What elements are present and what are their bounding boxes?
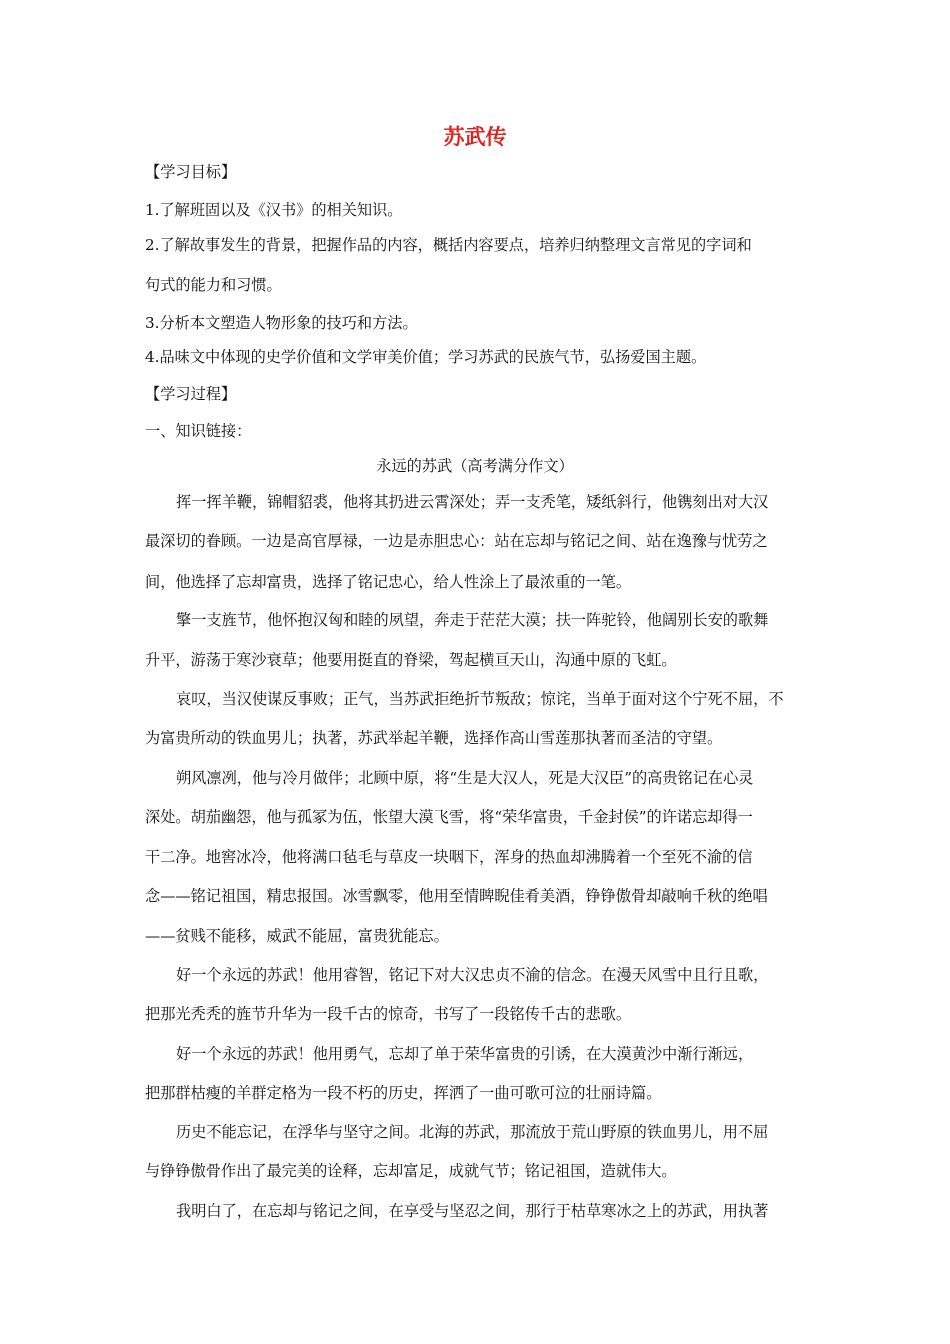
essay-line: 朔风凛冽，他与冷月做伴；北顾中原，将“生是大汉人，死是大汉臣”的高贵铭记在心灵: [176, 769, 754, 787]
objectives-heading: 【学习目标】: [145, 163, 237, 181]
essay-line: 干二净。地窖冰冷，他将满口毡毛与草皮一块咽下，浑身的热血却沸腾着一个至死不渝的信: [145, 848, 753, 866]
objective-line: 3.分析本文塑造人物形象的技巧和方法。: [145, 314, 418, 332]
page-title: 苏武传: [443, 125, 507, 149]
essay-line: 间，他选择了忘却富贵，选择了铭记忠心，给人性涂上了最浓重的一笔。: [145, 573, 631, 591]
essay-line: 我明白了，在忘却与铭记之间，在享受与坚忍之间，那行于枯草寒冰之上的苏武，用执著: [176, 1202, 769, 1220]
essay-line: 与铮铮傲骨作出了最完美的诠释，忘却富足，成就气节；铭记祖国，造就伟大。: [145, 1162, 677, 1180]
essay-line: 把那群枯瘦的羊群定格为一段不朽的历史，挥洒了一曲可歌可泣的壮丽诗篇。: [145, 1084, 662, 1102]
essay-line: 哀叹，当汉使谋反事败；正气，当苏武拒绝折节叛敌；惊诧，当单于面对这个宁死不屈，不: [176, 690, 784, 708]
essay-line: 把那光秃秃的旌节升华为一段千古的惊奇，书写了一段铭传千古的悲歌。: [145, 1005, 631, 1023]
objective-line: 1.了解班固以及《汉书》的相关知识。: [145, 201, 403, 219]
objective-line: 句式的能力和习惯。: [145, 276, 282, 294]
essay-line: ——贫贱不能移，威武不能屈，富贵犹能忘。: [145, 927, 449, 945]
essay-line: 好一个永远的苏武！他用睿智，铭记下对大汉忠贞不渝的信念。在漫天风雪中且行且歌，: [176, 966, 769, 984]
essay-line: 念——铭记祖国，精忠报国。冰雪飘零，他用至情睥睨佳肴美酒，铮铮傲骨却敲响千秋的绝唱: [145, 887, 768, 905]
essay-line: 历史不能忘记，在浮华与坚守之间。北海的苏武，那流放于荒山野原的铁血男儿，用不屈: [176, 1123, 769, 1141]
essay-line: 最深切的眷顾。一边是高官厚禄，一边是赤胆忠心：站在忘却与铭记之间、站在逸豫与忧劳之: [145, 532, 768, 550]
section-heading: 一、知识链接：: [145, 422, 252, 440]
essay-line: 擎一支旌节，他怀抱汉匈和睦的夙望，奔走于茫茫大漠；扶一阵驼铃，他阔别长安的歌舞: [176, 611, 769, 629]
essay-line: 好一个永远的苏武！他用勇气，忘却了单于荣华富贵的引诱，在大漠黄沙中渐行渐远，: [176, 1045, 754, 1063]
process-heading: 【学习过程】: [145, 385, 237, 403]
essay-line: 为富贵所动的铁血男儿；执著，苏武举起羊鞭，选择作高山雪莲那执著而圣洁的守望。: [145, 729, 723, 747]
essay-line: 升平，游荡于寒沙衰草；他要用挺直的脊梁，驾起横亘天山，沟通中原的飞虹。: [145, 651, 677, 669]
objective-line: 4.品味文中体现的史学价值和文学审美价值；学习苏武的民族气节，弘扬爱国主题。: [145, 348, 707, 366]
essay-line: 深处。胡茄幽怨，他与孤冢为伍，怅望大漠飞雪，将“荣华富贵，千金封侯”的许诺忘却得一: [145, 808, 753, 826]
objective-line: 2.了解故事发生的背景，把握作品的内容，概括内容要点，培养归纳整理文言常见的字词和: [145, 236, 752, 254]
essay-line: 挥一挥羊鞭，锦帽貂裘，他将其扔进云霄深处；弄一支秃笔，矮纸斜行，他镌刻出对大汉: [176, 493, 769, 511]
essay-title: 永远的苏武（高考满分作文）: [376, 457, 574, 475]
